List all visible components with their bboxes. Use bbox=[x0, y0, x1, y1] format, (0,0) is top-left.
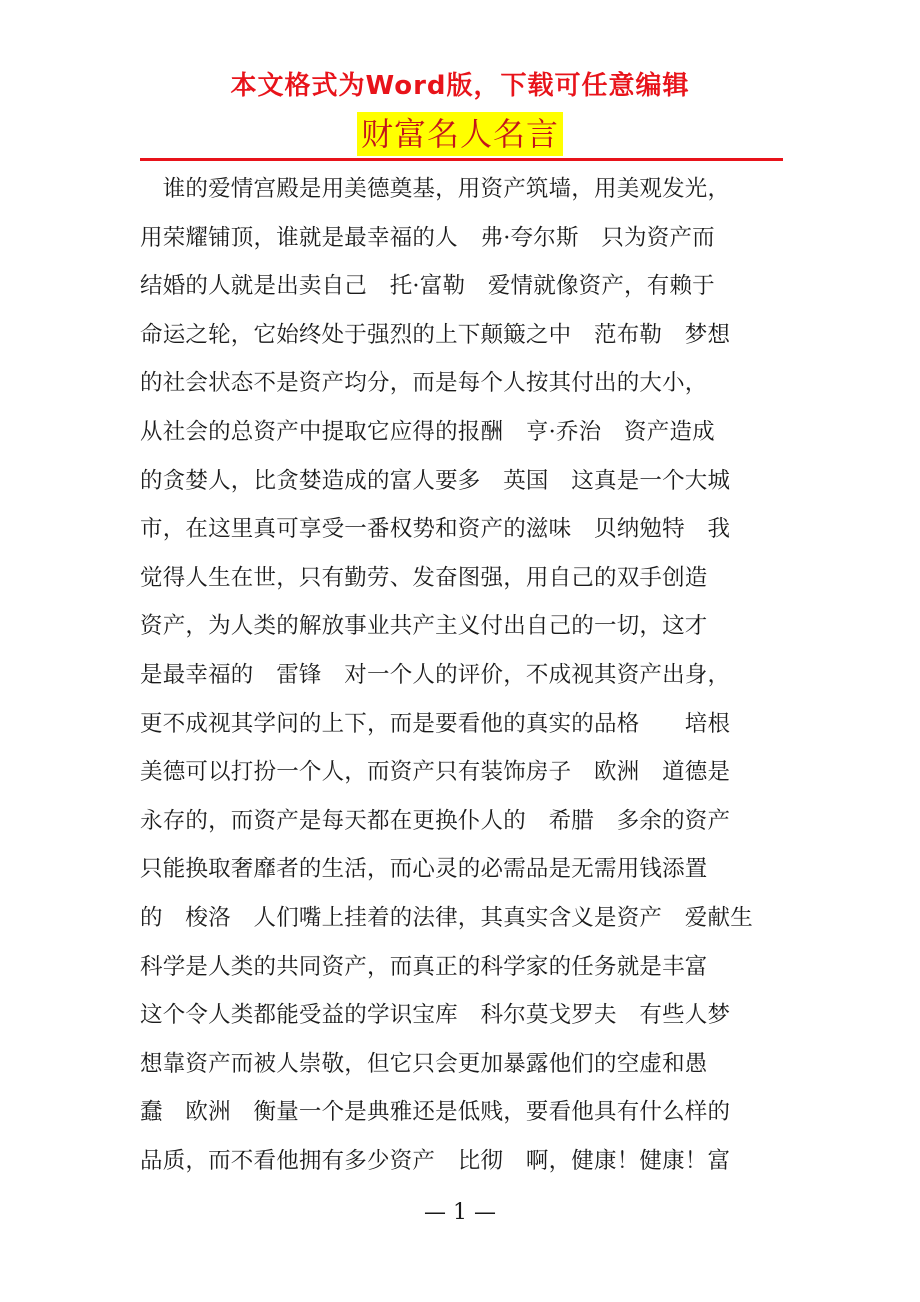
quotes-body bbox=[140, 165, 783, 1185]
page-number-footer bbox=[0, 1198, 920, 1228]
page-number: — 1 — bbox=[424, 1200, 496, 1225]
body-line: 谁的爱情宫殿是用美德奠基，用资产筑墙，用美观发光， bbox=[140, 176, 731, 202]
body-line: 从社会的总资产中提取它应得的报酬 亨·乔治 资产造成 bbox=[140, 418, 715, 445]
title-divider bbox=[140, 158, 783, 161]
body-line: 更不成视其学问的上下，而是要看他的真实的品格 培根 bbox=[140, 710, 731, 737]
body-line: 蠢 欧洲 衡量一个是典雅还是低贱，要看他具有什么样的 bbox=[140, 1099, 731, 1126]
body-line: 品质，而不看他拥有多少资产 比彻 啊，健康！健康！富 bbox=[140, 1147, 731, 1174]
body-line: 用荣耀铺顶，谁就是最幸福的人 弗·夸尔斯 只为资产而 bbox=[140, 224, 715, 251]
body-line: 的 梭洛 人们嘴上挂着的法律，其真实含义是资产 爱献生 bbox=[140, 904, 753, 931]
body-line: 是最幸福的 雷锋 对一个人的评价，不成视其资产出身， bbox=[140, 661, 731, 688]
body-line: 市，在这里真可享受一番权势和资产的滋味 贝纳勉特 我 bbox=[140, 516, 731, 543]
body-line: 的社会状态不是资产均分，而是每个人按其付出的大小， bbox=[140, 370, 708, 397]
body-line: 命运之轮，它始终处于强烈的上下颠簸之中 范布勒 梦想 bbox=[140, 321, 731, 348]
body-line: 资产，为人类的解放事业共产主义付出自己的一切，这才 bbox=[140, 613, 708, 640]
document-title: 财富名人名言 bbox=[357, 112, 563, 156]
body-line: 想靠资产而被人崇敬，但它只会更加暴露他们的空虚和愚 bbox=[140, 1050, 708, 1077]
body-line: 觉得人生在世，只有勤劳、发奋图强，用自己的双手创造 bbox=[140, 564, 708, 591]
body-line: 结婚的人就是出卖自己 托·富勒 爱情就像资产，有赖于 bbox=[140, 273, 715, 300]
body-line: 永存的，而资产是每天都在更换仆人的 希腊 多余的资产 bbox=[140, 807, 731, 834]
body-line: 的贪婪人，比贪婪造成的富人要多 英国 这真是一个大城 bbox=[140, 467, 731, 494]
format-notice-text: 本文格式为Word版，下载可任意编辑 bbox=[230, 71, 690, 101]
body-line: 科学是人类的共同资产，而真正的科学家的任务就是丰富 bbox=[140, 953, 708, 980]
body-line: 只能换取奢靡者的生活，而心灵的必需品是无需用钱添置 bbox=[140, 856, 708, 883]
body-line: 美德可以打扮一个人，而资产只有装饰房子 欧洲 道德是 bbox=[140, 759, 731, 786]
title-wrapper bbox=[0, 112, 920, 156]
format-notice-banner bbox=[0, 66, 920, 106]
body-line: 这个令人类都能受益的学识宝库 科尔莫戈罗夫 有些人梦 bbox=[140, 1002, 731, 1029]
